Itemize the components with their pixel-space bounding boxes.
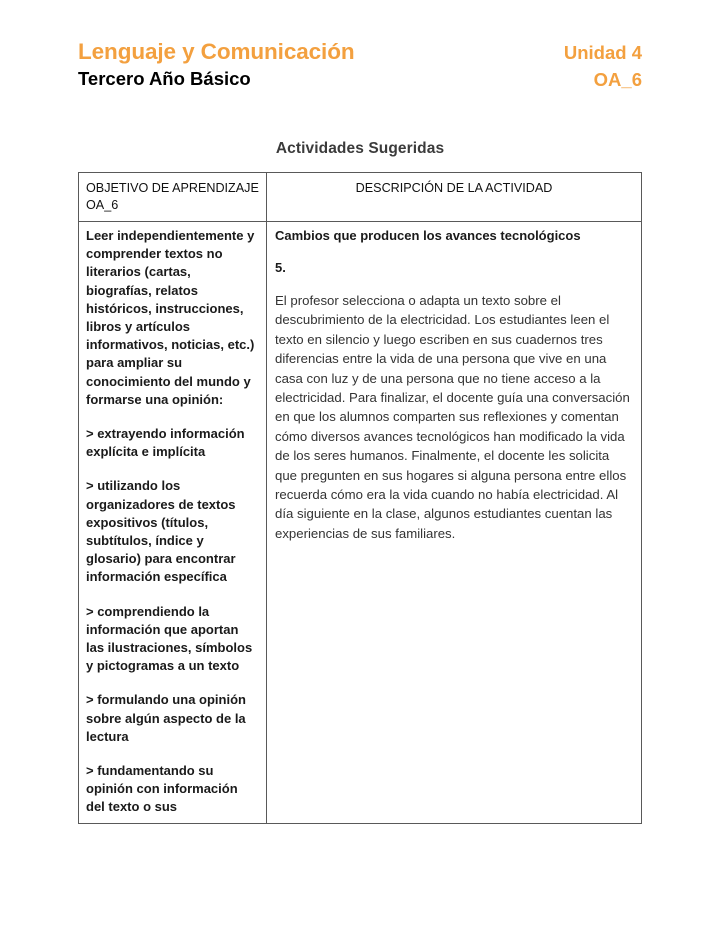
- header-left-group: [78, 38, 355, 91]
- activity-heading: Cambios que producen los avances tecnológicos: [275, 228, 581, 243]
- column-header-description: DESCRIPCIÓN DE LA ACTIVIDAD: [355, 181, 553, 195]
- table-body-row: [79, 222, 641, 823]
- activity-paragraph: El profesor selecciona o adapta un texto sobre el descubrimiento de la electricidad. Los estudiantes leen el texto en silencio y luego escriben en sus cuadernos tres diferencias entre la vida de una persona que vive en una casa con luz y de una persona que no tiene acceso a la electricidad. Para finalizar, el docente guía una conversación en que los alumnos comparten sus reflexiones y comentan cómo diversos avances tecnológicos han modificado la vida de los seres humanos. Finalmente, el docente les solicita que pregunten en sus hogares si alguna persona entre ellos recuerda cómo era la vida cuando no había electricidad. Al día siguiente en la clase, algunos estudiantes cuentan las experiencias de sus familiares.: [275, 293, 630, 541]
- activity-number: 5.: [275, 260, 286, 275]
- objective-bullet: > utilizando los organizadores de textos expositivos (títulos, subtítulos, índice y glosario) para encontrar información específica: [86, 478, 236, 585]
- objective-cell: [79, 222, 267, 823]
- document-header: [78, 38, 642, 92]
- unit-label: Unidad 4: [563, 42, 642, 63]
- header-right-group: [564, 38, 642, 92]
- activity-description-cell: [267, 222, 641, 823]
- subject-title: Lenguaje y Comunicación: [78, 39, 355, 64]
- objective-bullet: > fundamentando su opinión con información del texto o sus: [86, 763, 238, 815]
- page-title: Actividades Sugeridas: [275, 140, 445, 157]
- objective-bullet: > extrayendo información explícita e implícita: [86, 426, 245, 460]
- objective-bullet: > comprendiendo la información que aportan las ilustraciones, símbolos y pictogramas a un texto: [86, 603, 253, 674]
- learning-objective-code: OA_6: [593, 69, 642, 90]
- activities-table: [78, 172, 642, 824]
- objective-intro-text: Leer independientemente y comprender textos no literarios (cartas, biografías, relatos históricos, instrucciones, libros y artículos informativos, noticias, etc.) para ampliar su conocimiento del mundo y formarse una opinión:: [86, 228, 255, 407]
- objective-bullet: > formulando una opinión sobre algún aspecto de la lectura: [86, 692, 246, 744]
- table-header-row: [79, 173, 641, 222]
- grade-level-title: Tercero Año Básico: [78, 68, 251, 89]
- column-header-objective: OBJETIVO DE APRENDIZAJE OA_6: [79, 173, 267, 221]
